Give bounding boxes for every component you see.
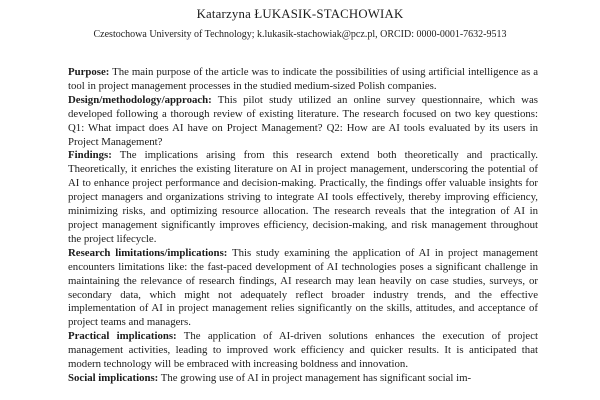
section-text-findings: The implications arising from this research extend both theoretically and practically. Theoretically, it enriches the existing literature on AI in project management, underscoring the potential of AI to enhance project performance and decision-making. Practically, the findings offer valuable insights for project managers and organizations striving to integrate AI tools effectively, thereby improving efficiency, minimizing risks, and optimizing resource allocation. The research reveals that the integration of AI in project management significantly improves efficiency, decision-making, and risk management throughout the project lifecycle. [68,149,538,245]
section-label-research-limitations: Research limitations/implications: [68,246,228,259]
section-label-practical-implications: Practical implications: [68,330,177,343]
paper-header [0,0,600,40]
abstract-section-research-limitations [68,247,538,330]
section-label-purpose: Purpose: [68,66,110,78]
abstract-section-design-methodology [68,94,538,150]
author-name: Katarzyna ŁUKASIK-STACHOWIAK [196,7,404,21]
abstract-section-social-implications [68,372,538,386]
abstract-section-purpose [68,66,538,94]
section-label-social-implications: Social implications: [68,371,159,384]
section-label-findings: Findings: [68,149,112,162]
section-text-practical-implications: The application of AI-driven solutions enhances the execution of project management activities, leading to improved work efficiency and quicker results. It is anticipated that modern technology will be embraced with increasing boldness and innovation. [68,330,539,371]
abstract-section-findings [68,149,538,246]
section-text-design-methodology: This pilot study utilized an online survey questionnaire, which was developed following a thorough review of existing literature. The research focused on two key questions: Q1: What impact does AI have on Project Management? Q2: How are AI tools evaluated by its users in Project Management? [68,93,538,148]
author-affiliation: Czestochowa University of Technology; k.lukasik-stachowiak@pcz.pl, ORCID: 0000-0001-7632-9513 [93,29,507,40]
abstract-section-practical-implications [68,330,538,372]
section-label-design-methodology: Design/methodology/approach: [68,93,212,106]
section-text-research-limitations: This study examining the application of AI in project management encounters limitations like: the fast-paced development of AI technologies poses a significant challenge in maintaining the relevance of research findings, AI research may lean heavily on case studies, surveys, or secondary data, which might not adequately reflect broader industry trends, and the effective implementation of AI in project management relies significantly on the skills, attitudes, and acceptance of project teams and managers. [68,246,538,329]
abstract-body [68,66,538,386]
section-text-purpose: The main purpose of the article was to indicate the possibilities of using artificial intelligence as a tool in project management processes in the studied medium-sized Polish companies. [68,66,538,92]
section-text-social-implications: The growing use of AI in project management has significant social im- [160,371,472,384]
